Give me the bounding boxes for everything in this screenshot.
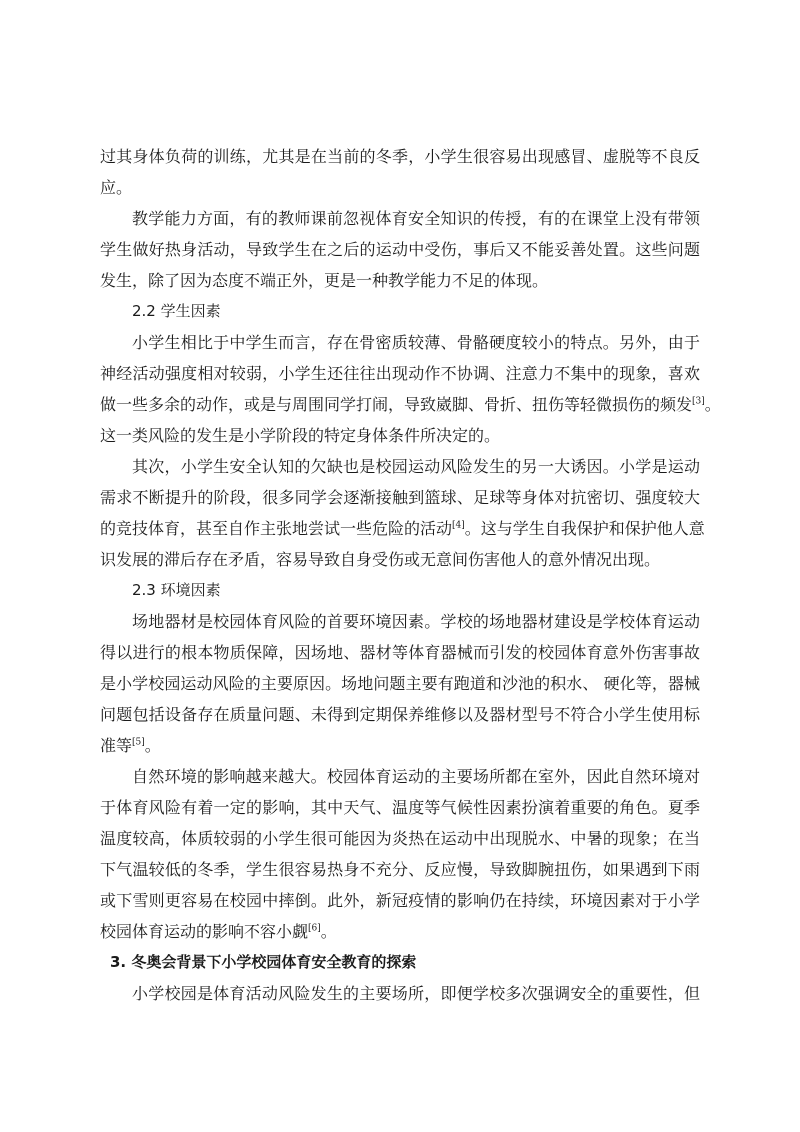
- line-text: 得以进行的根本物质保障，因场地、器材等体育器械而引发的校园体育意外伤害事故: [100, 643, 700, 662]
- line-text: 学生做好热身活动，导致学生在之后的运动中受伤，事后又不能妥善处置。这些问题: [100, 240, 700, 259]
- text-line: [100, 916, 700, 947]
- line-text: 需求不断提升的阶段，很多同学会逐渐接触到篮球、足球等身体对抗密切、强度较大: [100, 488, 700, 507]
- line-tail: 。: [144, 736, 161, 755]
- text-line: [100, 699, 700, 730]
- text-line: [100, 854, 700, 885]
- line-text: 温度较高，体质较弱的小学生很可能因为炎热在运动中出现脱水、中暑的现象；在当: [100, 829, 700, 848]
- line-text: 是小学校园运动风险的主要原因。场地问题主要有跑道和沙池的积水、 硬化等，器械: [100, 674, 700, 693]
- line-text: 校园体育运动的影响不容小觑: [100, 922, 309, 941]
- line-text: 或下雪则更容易在校园中摔倒。此外，新冠疫情的影响仍在持续，环境因素对于小学: [100, 891, 700, 910]
- text-line: [100, 544, 700, 575]
- text-line: [100, 513, 705, 544]
- line-text: 神经活动强度相对较弱，小学生还往往出现动作不协调、注意力不集中的现象，喜欢: [100, 364, 700, 383]
- line-text: 小学校园是体育活动风险发生的主要场所，即便学校多次强调安全的重要性，但: [132, 984, 700, 1003]
- line-text: 过其身体负荷的训练，尤其是在当前的冬季，小学生很容易出现感冒、虚脱等不良反: [100, 147, 700, 166]
- text-line: [100, 389, 721, 420]
- text-line: [100, 141, 700, 172]
- line-text: 问题包括设备存在质量问题、未得到定期保养维修以及器材型号不符合小学生使用标: [100, 705, 700, 724]
- text-line: [100, 451, 700, 482]
- line-tail: 。这与学生自我保护和保护他人意: [464, 519, 705, 538]
- line-text: 小学生相比于中学生而言，存在骨密质较薄、骨骼硬度较小的特点。另外，由于: [132, 333, 700, 352]
- line-tail: 。: [320, 922, 337, 941]
- text-line: [100, 203, 700, 234]
- citation-ref: [4]: [452, 520, 465, 531]
- line-text: 识发展的滞后存在矛盾，容易导致自身受伤或无意间伤害他人的意外情况出现。: [100, 550, 661, 569]
- citation-ref: [5]: [132, 737, 145, 748]
- line-text: 自然环境的影响越来越大。校园体育运动的主要场所都在室外，因此自然环境对: [132, 767, 700, 786]
- line-text: 的竞技体育，甚至自作主张地尝试一些危险的活动: [100, 519, 453, 538]
- line-text: 于体育风险有着一定的影响，其中天气、温度等气候性因素扮演着重要的角色。夏季: [100, 798, 700, 817]
- text-line: [100, 234, 700, 265]
- text-line: [100, 172, 700, 203]
- text-line: [100, 792, 700, 823]
- text-line: [100, 606, 700, 637]
- citation-ref: [3]: [692, 396, 705, 407]
- line-tail: 。: [704, 395, 721, 414]
- section-heading: [100, 296, 700, 327]
- text-line: [100, 885, 700, 916]
- text-line: [100, 327, 700, 358]
- text-line: [100, 730, 700, 761]
- document-body: [100, 141, 721, 1009]
- text-line: [100, 420, 700, 451]
- text-line: [100, 358, 700, 389]
- text-line: [100, 823, 700, 854]
- citation-ref: [6]: [308, 923, 321, 934]
- line-text: 这一类风险的发生是小学阶段的特定身体条件所决定的。: [100, 426, 501, 445]
- text-line: [100, 265, 700, 296]
- text-line: [100, 668, 700, 699]
- text-line: [100, 761, 700, 792]
- section-heading: [100, 947, 700, 978]
- text-line: [100, 978, 700, 1009]
- section-heading: [100, 575, 700, 606]
- line-text: 下气温较低的冬季，学生很容易热身不充分、反应慢，导致脚腕扭伤，如果遇到下雨: [100, 860, 700, 879]
- line-text: 2.2 学生因素: [132, 302, 221, 320]
- line-text: 应。: [100, 178, 133, 197]
- line-text: 教学能力方面，有的教师课前忽视体育安全知识的传授，有的在课堂上没有带领: [132, 209, 700, 228]
- text-line: [100, 637, 700, 668]
- line-text: 2.3 环境因素: [132, 581, 221, 599]
- line-text: 准等: [100, 736, 133, 755]
- line-text: 3. 冬奥会背景下小学校园体育安全教育的探索: [110, 953, 417, 971]
- line-text: 发生，除了因为态度不端正外，更是一种教学能力不足的体现。: [100, 271, 549, 290]
- line-text: 场地器材是校园体育风险的首要环境因素。学校的场地器材建设是学校体育运动: [132, 612, 700, 631]
- line-text: 其次，小学生安全认知的欠缺也是校园运动风险发生的另一大诱因。小学是运动: [132, 457, 700, 476]
- text-line: [100, 482, 700, 513]
- line-text: 做一些多余的动作，或是与周围同学打闹，导致崴脚、骨折、扭伤等轻微损伤的频发: [100, 395, 693, 414]
